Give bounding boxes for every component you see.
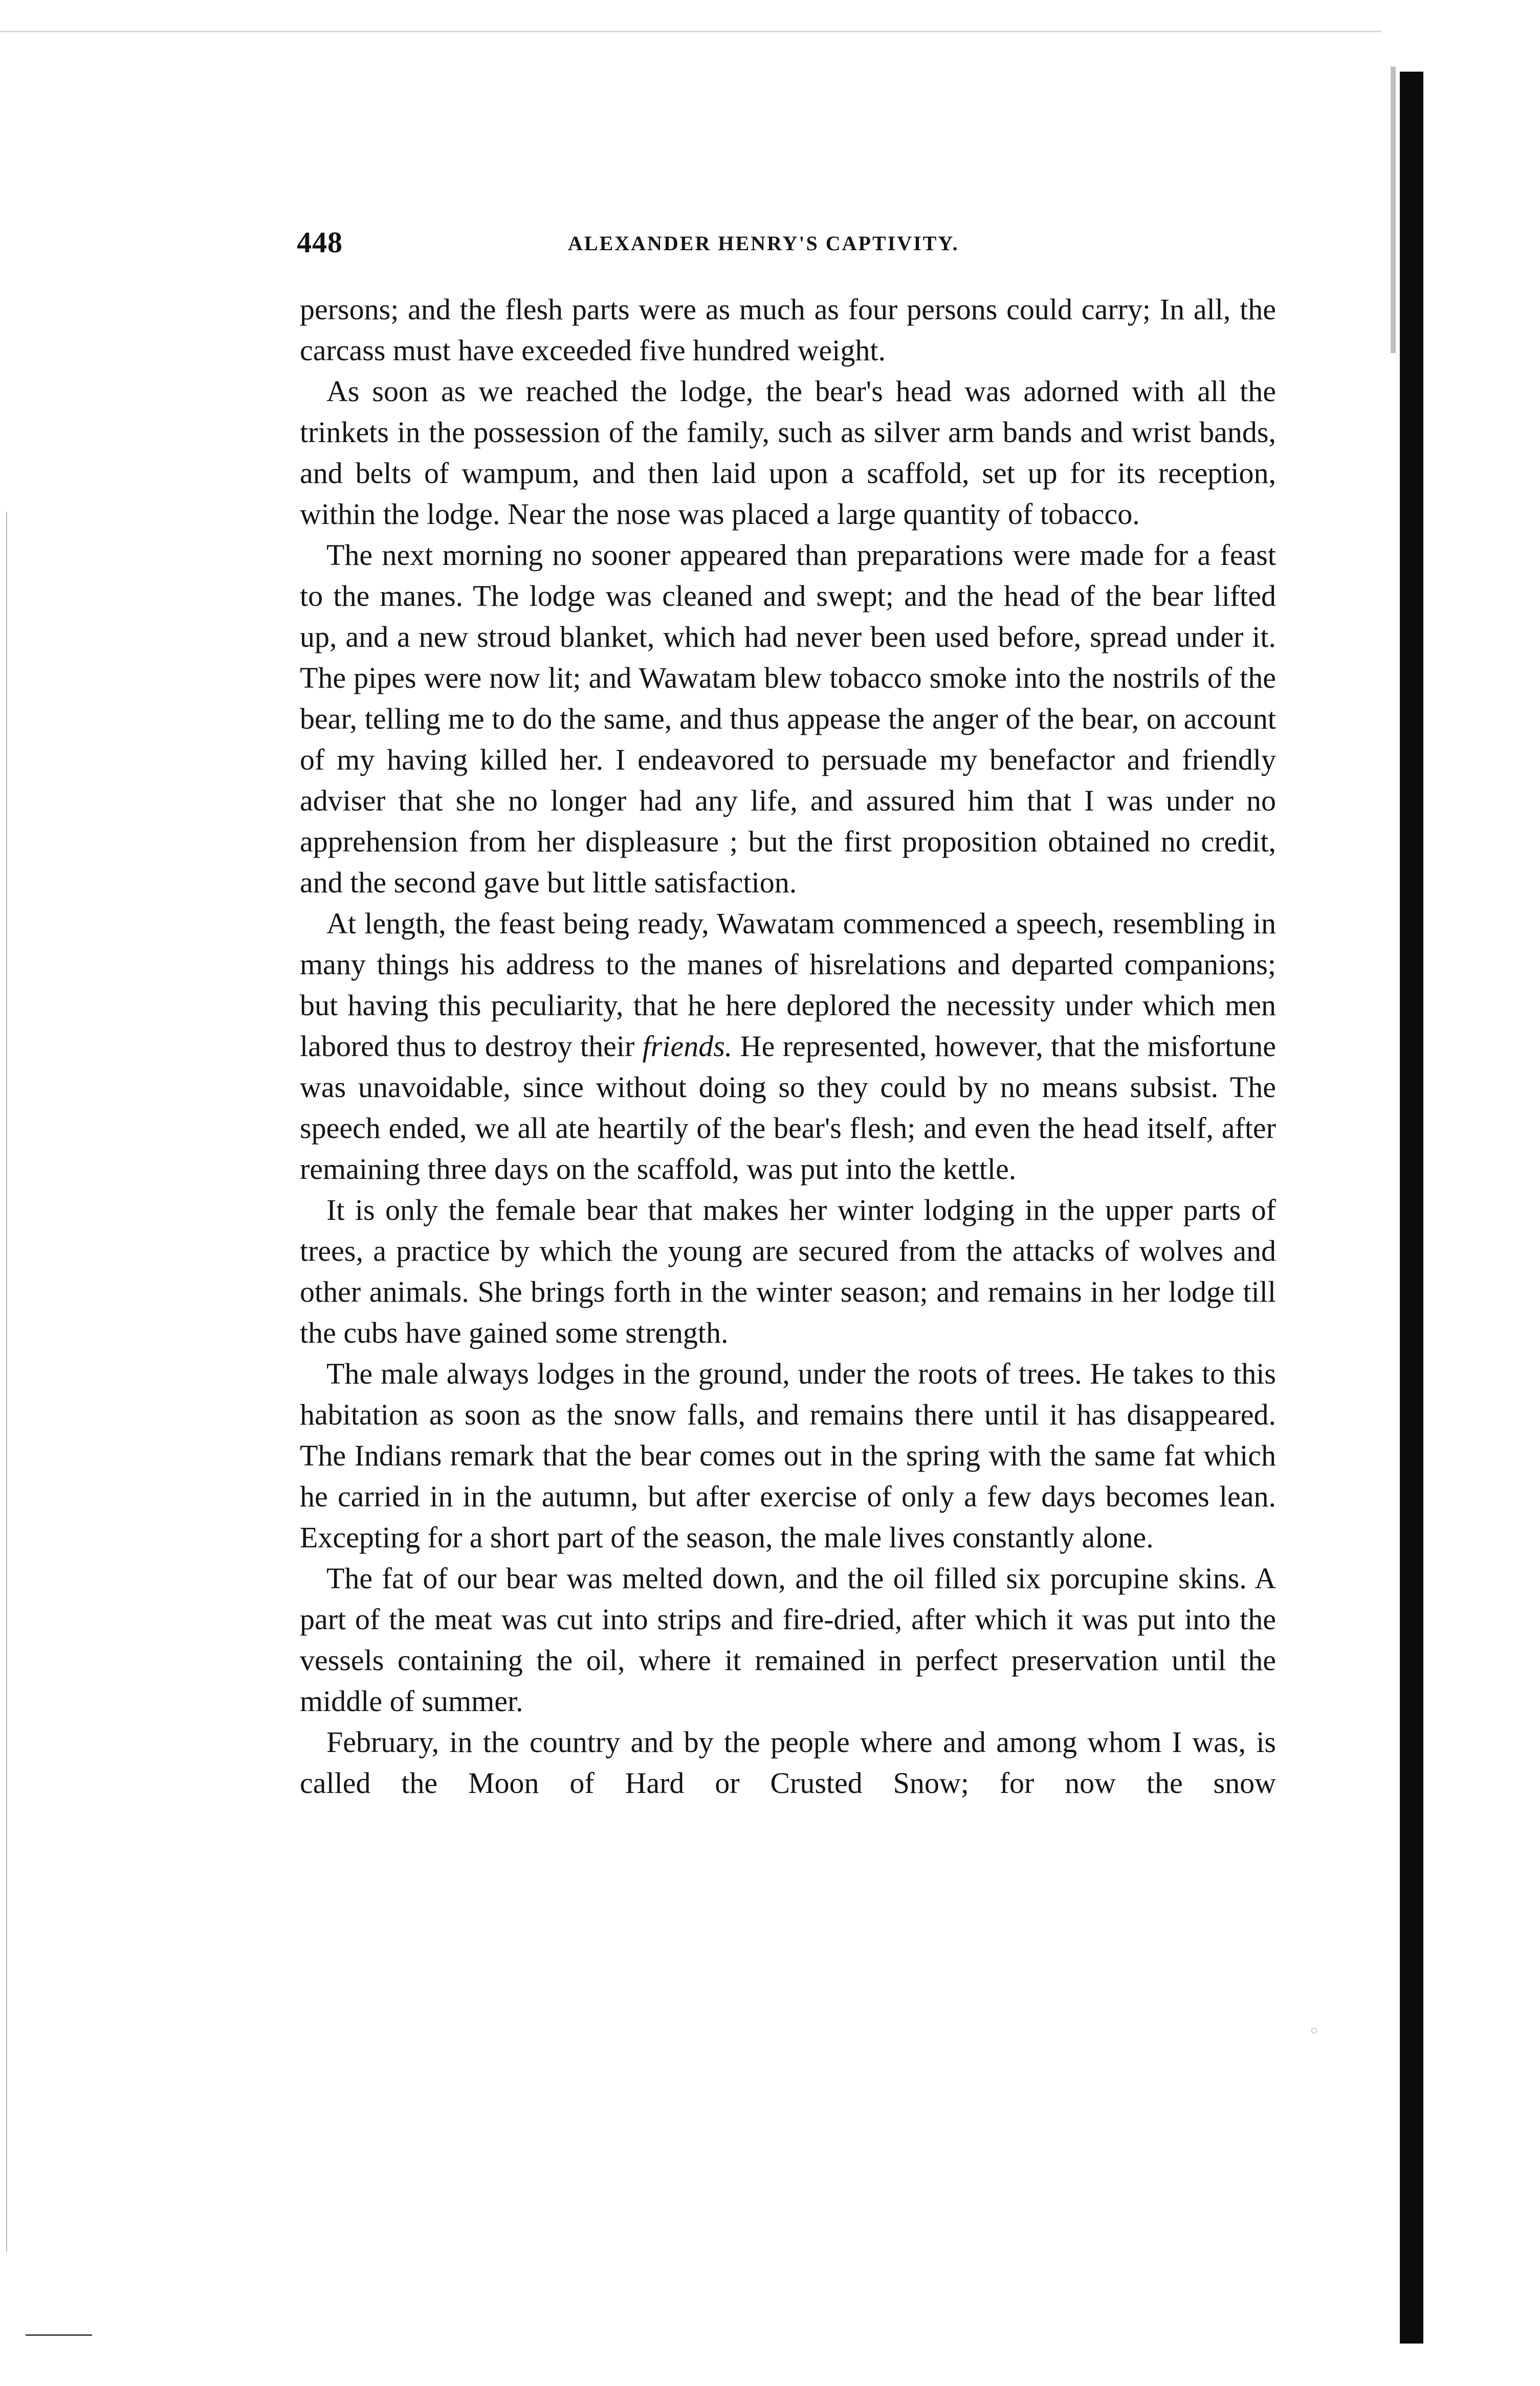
paragraph-2: As soon as we reached the lodge, the bear's head was adorned with all the trinkets in the possession of the family, such as silver arm bands and wrist bands, and belts of wampum, and then laid upon a scaffold, set up for its reception, within the lodge. Near the nose was placed a large quantity of tobacco.: [300, 375, 1276, 531]
scan-rule-mark: [26, 2334, 92, 2336]
running-head: [297, 225, 1310, 266]
binding-shadow: [1391, 67, 1396, 353]
paragraph-3: The next morning no sooner appeared than preparations were made for a feast to the manes. The lodge was cleaned and swept; and the head of the bear lifted up, and a new stroud blanket, which had never been used before, spread under it. The pipes were now lit; and Wawatam blew tobacco smoke into the nostrils of the bear, telling me to do the same, and thus appease the anger of the bear, on account of my having killed her. I endeavored to persuade my benefactor and friendly adviser that she no longer had any life, and assured him that I was under no apprehension from her displeasure ; but the first proposition obtained no credit, and the second gave but little satisfaction.: [300, 538, 1276, 899]
scan-noise: [0, 31, 1381, 32]
page-number: 448: [297, 226, 343, 259]
body-text: [300, 289, 1276, 1804]
paragraph-4-italic: friends.: [642, 1030, 733, 1063]
scan-speck-icon: ◌: [1311, 2024, 1318, 2037]
paragraph-8: February, in the country and by the people where and among whom I was, is called the Moon of Hard or Crusted Snow; for now the snow: [300, 1725, 1276, 1800]
paragraph-4: [300, 903, 1276, 1190]
paragraph-7: The fat of our bear was melted down, and the oil filled six porcupine skins. A part of the meat was cut into strips and fire-dried, after which it was put into the vessels containing the oil, where it remained in perfect preservation until the middle of summer.: [300, 1562, 1276, 1718]
paragraph-1: persons; and the flesh parts were as much as four persons could carry; In all, the carcass must have exceeded five hundred weight.: [300, 293, 1276, 367]
paragraph-5: It is only the female bear that makes her winter lodging in the upper parts of trees, a practice by which the young are secured from the attacks of wolves and other animals. She brings forth in the winter season; and remains in her lodge till the cubs have gained some strength.: [300, 1193, 1276, 1349]
running-title: ALEXANDER HENRY'S CAPTIVITY.: [568, 232, 959, 255]
scan-margin-line: [6, 512, 7, 2251]
paragraph-6: The male always lodges in the ground, under the roots of trees. He takes to this habitation as soon as the snow falls, and remains there until it has disappeared. The Indians remark that the bear comes out in the spring with the same fat which he carried in in the autumn, but after exercise of only a few days becomes lean. Excepting for a short part of the season, the male lives constantly alone.: [300, 1357, 1276, 1554]
paragraph-4-text-before: At length, the feast being ready, Wawatam commenced a speech, resembling in many things his address to the manes of hisrelations and departed companions; but having this peculiarity, that he here deplored the necessity under which men labored thus to destroy their: [300, 907, 1276, 1063]
paragraph-4-text-after: He represented, however, that the misfortune was unavoidable, since without doing so they could by no means subsist. The speech ended, we all ate heartily of the bear's flesh; and even the head itself, after remaining three days on the scaffold, was put into the kettle.: [300, 1030, 1276, 1186]
binding-edge-bar: [1400, 72, 1423, 2344]
